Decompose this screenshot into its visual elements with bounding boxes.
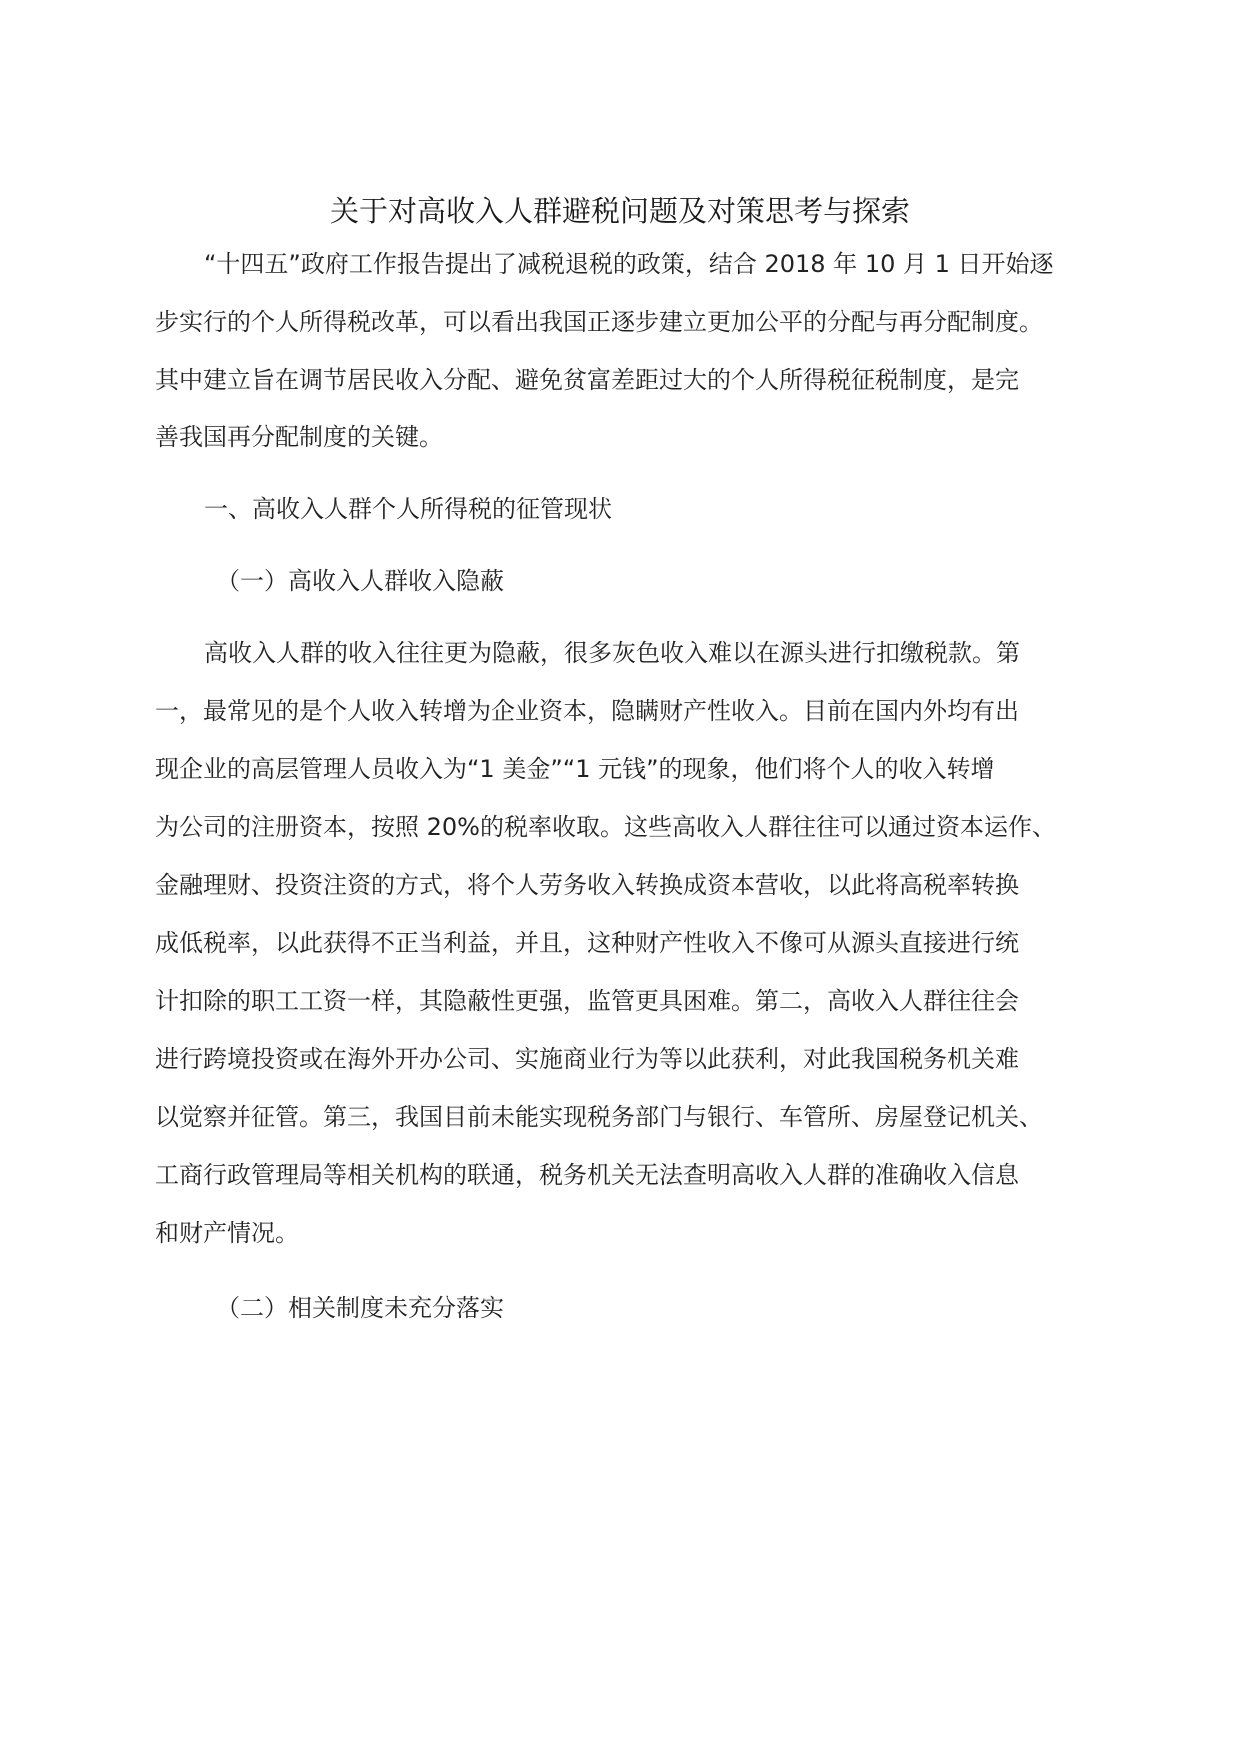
- paragraph-line: 和财产情况。: [155, 1219, 299, 1247]
- paragraph-line: 计扣除的职工工资一样，其隐蔽性更强，监管更具困难。第二，高收入人群往往会: [155, 987, 1019, 1015]
- paragraph-line: 成低税率，以此获得不正当利益，并且，这种财产性收入不像可从源头直接进行统: [155, 929, 1019, 957]
- paragraph-line: 金融理财、投资注资的方式，将个人劳务收入转换成资本营收，以此将高税率转换: [155, 871, 1019, 899]
- paragraph-line: 为公司的注册资本，按照 20%的税率收取。这些高收入人群往往可以通过资本运作、: [155, 813, 1056, 841]
- paragraph-line: 善我国再分配制度的关键。: [155, 423, 443, 451]
- paragraph-line: 进行跨境投资或在海外开办公司、实施商业行为等以此获利，对此我国税务机关难: [155, 1045, 1019, 1073]
- document-title: 关于对高收入人群避税问题及对策思考与探索: [329, 194, 910, 228]
- paragraph-line: “十四五”政府工作报告提出了减税退税的政策，结合 2018 年 10 月 1 日开始逐: [204, 250, 1054, 278]
- paragraph-line: 其中建立旨在调节居民收入分配、避免贫富差距过大的个人所得税征税制度，是完: [155, 366, 1019, 394]
- paragraph-line: 以觉察并征管。第三，我国目前未能实现税务部门与银行、车管所、房屋登记机关、: [155, 1103, 1043, 1131]
- paragraph-line: 一，最常见的是个人收入转增为企业资本，隐瞒财产性收入。目前在国内外均有出: [155, 697, 1019, 725]
- subsection-heading: （二）相关制度未充分落实: [216, 1294, 504, 1322]
- paragraph-line: 高收入人群的收入往往更为隐蔽，很多灰色收入难以在源头进行扣缴税款。第: [204, 639, 1020, 667]
- paragraph-line: 现企业的高层管理人员收入为“1 美金”“1 元钱”的现象，他们将个人的收入转增: [155, 755, 995, 783]
- section-heading: 一、高收入人群个人所得税的征管现状: [204, 495, 612, 523]
- paragraph-line: 步实行的个人所得税改革，可以看出我国正逐步建立更加公平的分配与再分配制度。: [155, 308, 1043, 336]
- subsection-heading: （一）高收入人群收入隐蔽: [216, 567, 504, 595]
- paragraph-line: 工商行政管理局等相关机构的联通，税务机关无法查明高收入人群的准确收入信息: [155, 1161, 1019, 1189]
